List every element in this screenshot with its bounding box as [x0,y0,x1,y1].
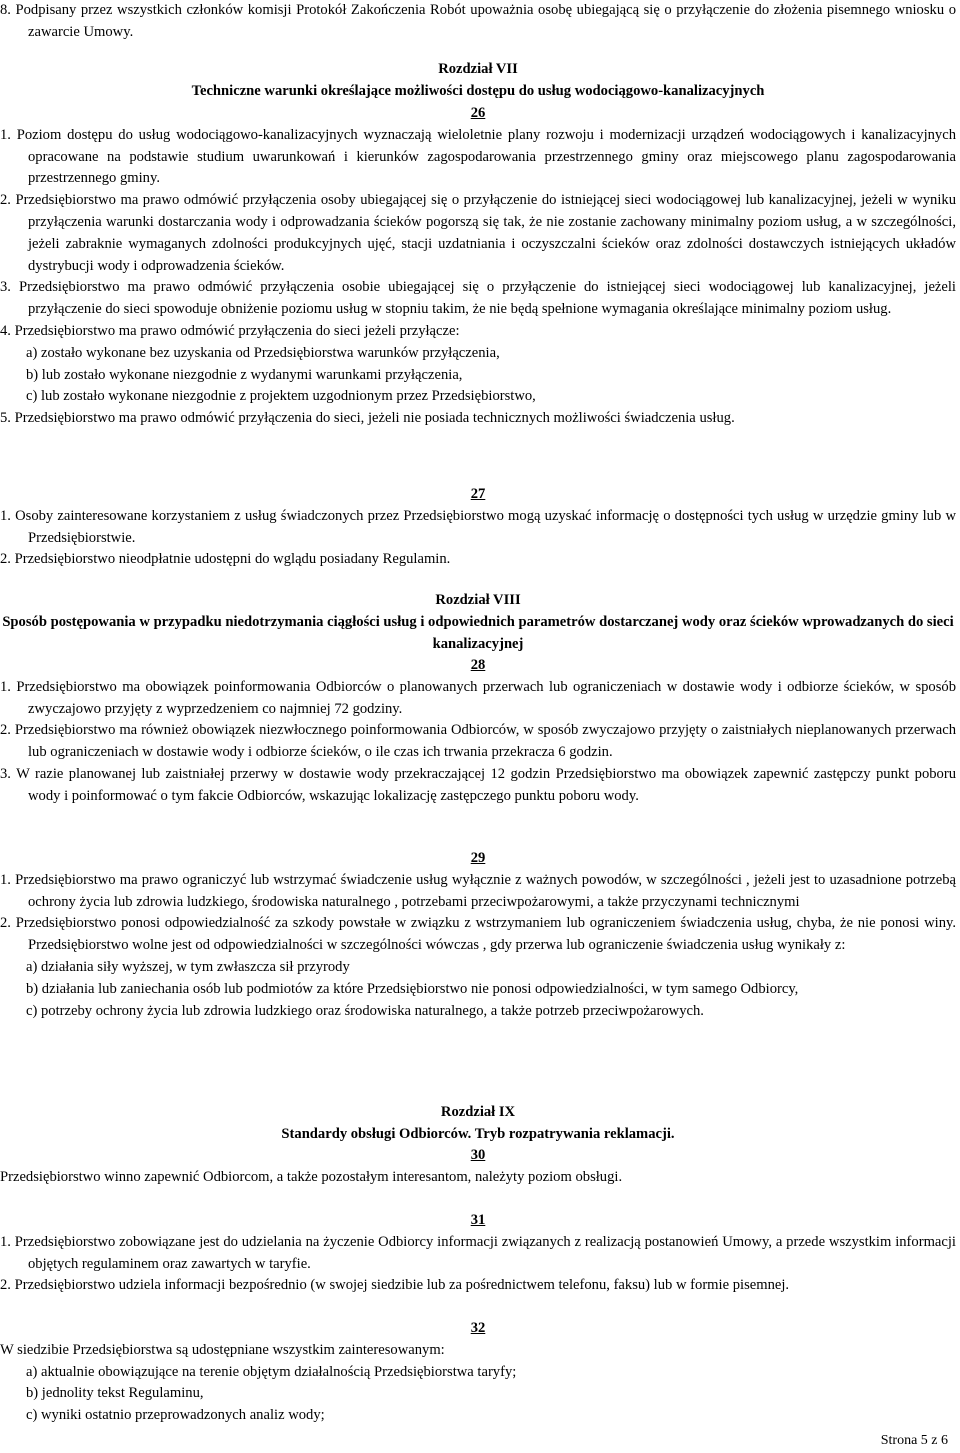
paragraph-1: 1. Przedsiębiorstwo ma obowiązek poinformowania Odbiorców o planowanych przerwach lub ograniczeniach w dostawie wody i odbiorze ścieków, w sposób zwyczajowo przyjęty z wyprzedzeniem co najmniej 72 godziny. [0,678,956,717]
section-26 [0,103,956,430]
paragraph-5: 5. Przedsiębiorstwo ma prawo odmówić przyłączenia do sieci, jeżeli nie posiada technicznych możliwości świadczenia usług. [0,410,735,427]
paragraph-3: 3. W razie planowanej lub zaistniałej przerwy w dostawie wody przekraczającej 12 godzin Przedsiębiorstwo ma obowiązek zapewnić zastępczy punkt poboru wody i poinformować o tym fakcie Odbiorców, wskazując lokalizację zastępczego punktu poboru wody. [0,765,956,804]
section-continuation [0,0,956,44]
paragraph-1: 1. Poziom dostępu do usług wodociągowo-kanalizacyjnych wyznaczają wieloletnie plany rozwoju i modernizacji urządzeń wodociągowych i kanalizacyjnych opracowane na podstawie studium uwarunkowań i kierunków zagospodarowania przestrzennego gminy oraz miejscowego planu zagospodarowania przestrzennego gminy. [0,126,956,187]
section-30 [0,1145,956,1189]
chapter-title: Standardy obsługi Odbiorców. Tryb rozpatrywania reklamacji. [281,1125,675,1142]
section-29 [0,848,956,1022]
section-number: 28 [470,657,486,673]
chapter-9-heading [0,1102,956,1146]
paragraph-2: 2. Przedsiębiorstwo udziela informacji bezpośrednio (w swojej siedzibie lub za pośrednictwem telefonu, faksu) lub w formie pisemnej. [0,1277,790,1294]
section-number: 26 [470,105,486,121]
list-item-b: b) jednolity tekst Regulaminu, [26,1385,204,1402]
section-number: 29 [470,850,486,866]
chapter-label: Rozdział VIII [435,592,521,608]
list-item-c: c) potrzeby ochrony życia lub zdrowia ludzkiego oraz środowiska naturalnego, a także potrzeb przeciwpożarowych. [26,1002,704,1019]
section-number: 30 [470,1147,486,1163]
list-item-a: a) działania siły wyższej, w tym zwłaszcza sił przyrody [26,958,350,975]
page-number: Strona 5 z 6 [880,1433,948,1448]
paragraph-1: 1. Przedsiębiorstwo zobowiązane jest do udzielania na życzenie Odbiorcy informacji związanych z realizacją postanowień Umowy, a przede wszystkim informacji objętych regulaminem oraz zawartych w taryfie. [0,1233,956,1272]
section-28 [0,655,956,808]
section-number: 32 [470,1320,486,1336]
section-number: 27 [470,486,486,502]
list-item-c: c) wyniki ostatnio przeprowadzonych analiz wody; [26,1407,325,1424]
paragraph: Przedsiębiorstwo winno zapewnić Odbiorcom, a także pozostałym interesantom, należyty poziom obsługi. [0,1168,623,1185]
paragraph-8: 8. Podpisany przez wszystkich członków komisji Protokół Zakończenia Robót upoważnia osobę ubiegającą się o przyłączenie do złożenia pisemnego wniosku o zawarcie Umowy. [0,2,956,40]
paragraph-1: 1. Przedsiębiorstwo ma prawo ograniczyć lub wstrzymać świadczenie usług wyłącznie z ważnych powodów, w szczególności , jeżeli jest to uzasadnione potrzebą ochrony życia lub zdrowia ludzkiego, środowiska naturalnego , potrzebami przeciwpożarowymi, a także przyczynami technicznymi [0,871,956,910]
chapter-7-heading [0,59,956,103]
list-item-a: a) zostało wykonane bez uzyskania od Przedsiębiorstwa warunków przyłączenia, [26,344,500,361]
chapter-label: Rozdział VII [438,61,518,77]
list-item-a: a) aktualnie obowiązujące na terenie objętym działalnością Przedsiębiorstwa taryfy; [26,1363,517,1380]
section-32 [0,1318,956,1427]
chapter-label: Rozdział IX [440,1104,516,1120]
paragraph-2: 2. Przedsiębiorstwo ponosi odpowiedzialność za szkody powstałe w związku z wstrzymaniem lub ograniczeniem świadczenia usług, chyba, że nie ponosi winy. Przedsiębiorstwo wolne jest od odpowiedzialności w szczególności wówczas , gdy przerwa lub ograniczenie świadczenia usług wynikały z: [0,915,956,954]
chapter-8-heading [0,590,956,655]
list-item-c: c) lub zostało wykonane niezgodnie z projektem uzgodnionym przez Przedsiębiorstwo, [26,388,536,405]
section-31 [0,1210,956,1297]
section-number: 31 [470,1212,486,1228]
chapter-title: Sposób postępowania w przypadku niedotrzymania ciągłości usług i odpowiednich parametrów dostarczanej wody oraz ścieków wprowadzanych do sieci kanalizacyjnej [2,613,954,652]
paragraph-2: 2. Przedsiębiorstwo ma również obowiązek niezwłocznego poinformowania Odbiorców, w sposób zwyczajowo przyjęty o zaistniałych nieplanowanych przerwach lub ograniczeniach w dostawie wody i odbiorze ścieków, o ile czas ich trwania przekracza 6 godzin. [0,722,956,761]
paragraph-1: 1. Osoby zainteresowane korzystaniem z usług świadczonych przez Przedsiębiorstwo mogą uzyskać informację o dostępności tych usług w urzędzie gminy lub w Przedsiębiorstwie. [0,507,956,546]
paragraph-2: 2. Przedsiębiorstwo ma prawo odmówić przyłączenia osoby ubiegającej się o przyłączenie do istniejącej sieci wodociągowej lub kanalizacyjnej, jeżeli w wyniku przyłączenia warunki dostarczania wody i odprowadzania ścieków pogorszą się tak, że nie zostanie zachowany minimalny poziom usług, a w szczególności, jeżeli zabraknie wymaganych zdolności produkcyjnych ujęć, stacji uzdatniania i oczyszczalni ścieków oraz zdolności dostawczych istniejących układów dystrybucji wody i odprowadzenia ścieków. [0,192,956,274]
list-item-b: b) lub zostało wykonane niezgodnie z wydanymi warunkami przyłączenia, [26,366,463,383]
paragraph-4: 4. Przedsiębiorstwo ma prawo odmówić przyłączenia do sieci jeżeli przyłącze: [0,322,460,339]
list-item-b: b) działania lub zaniechania osób lub podmiotów za które Przedsiębiorstwo nie ponosi odpowiedzialności, w tym samego Odbiorcy, [26,980,799,997]
paragraph-intro: W siedzibie Przedsiębiorstwa są udostępniane wszystkim zainteresowanym: [0,1341,445,1358]
chapter-title: Techniczne warunki określające możliwości dostępu do usług wodociągowo-kanalizacyjnych [191,82,765,99]
paragraph-2: 2. Przedsiębiorstwo nieodpłatnie udostępni do wglądu posiadany Regulamin. [0,551,451,568]
paragraph-3: 3. Przedsiębiorstwo ma prawo odmówić przyłączenia osobie ubiegającej się o przyłączenie do istniejącej sieci wodociągowej lub kanalizacyjnej, jeżeli przyłączenie do sieci spowoduje obniżenie poziomu usług w stopniu takim, że nie będą spełnione wymagania określające minimalny poziom usług. [0,279,956,318]
section-27 [0,484,956,571]
